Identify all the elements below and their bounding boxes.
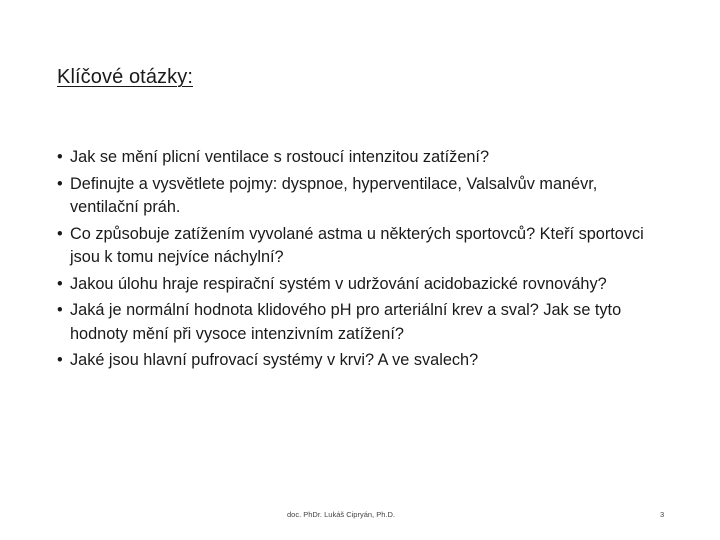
bullet-item xyxy=(57,349,667,373)
bullet-dot: • xyxy=(57,174,63,193)
bullet-dot: • xyxy=(57,224,63,243)
bullet-item xyxy=(57,223,667,270)
bullet-dot: • xyxy=(57,301,63,319)
bullet-text: Jakou úlohu hraje respirační systém v udržování acidobazické rovnováhy? xyxy=(70,274,607,293)
bullet-list xyxy=(57,146,667,376)
bullet-text: Co způsobuje zatížením vyvolané astma u některých sportovců? Kteří sportovci jsou k tomu nejvíce náchylní? xyxy=(70,224,644,266)
bullet-item xyxy=(57,173,667,220)
bullet-text: Definujte a vysvětlete pojmy: dyspnoe, hyperventilace, Valsalvův manévr, ventilační práh. xyxy=(70,174,598,216)
bullet-dot: • xyxy=(57,148,63,166)
footer-author: doc. PhDr. Lukáš Cipryán, Ph.D. xyxy=(287,510,395,519)
bullet-item xyxy=(57,146,667,170)
slide-title: Klíčové otázky: xyxy=(57,66,194,88)
page-number: 3 xyxy=(660,510,665,519)
bullet-dot: • xyxy=(57,351,63,369)
bullet-text: Jak se mění plicní ventilace s rostoucí intenzitou zatížení? xyxy=(70,148,490,166)
bullet-item xyxy=(57,299,667,346)
bullet-dot: • xyxy=(57,274,63,293)
bullet-item xyxy=(57,273,667,297)
bullet-text: Jaké jsou hlavní pufrovací systémy v krvi? A ve svalech? xyxy=(70,351,479,369)
bullet-text: Jaká je normální hodnota klidového pH pro arteriální krev a sval? Jak se tyto hodnoty mění při vysoce intenzivním zatížení? xyxy=(70,301,622,343)
